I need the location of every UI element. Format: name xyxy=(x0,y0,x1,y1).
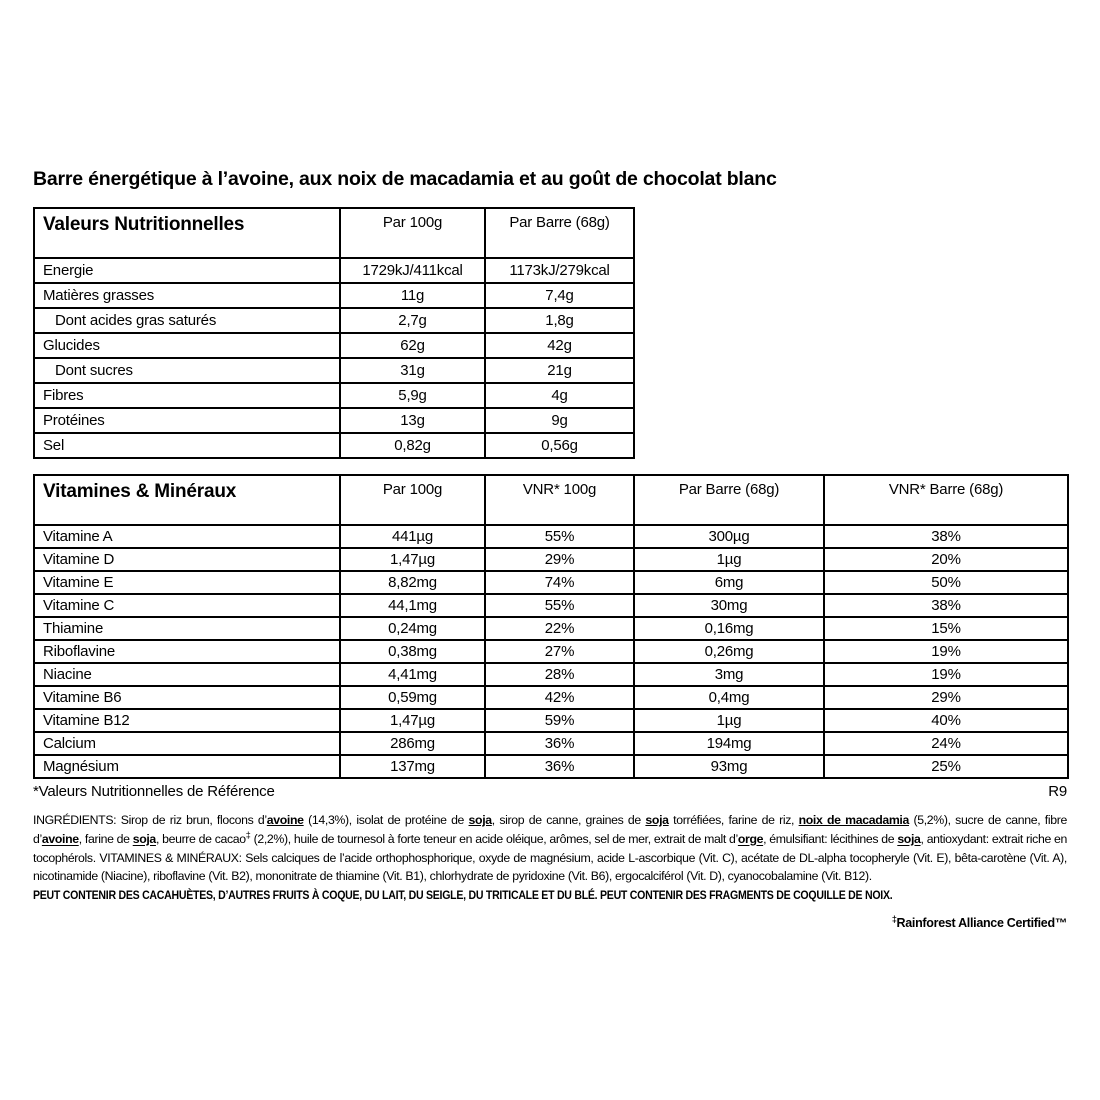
vitamins-table-body xyxy=(34,525,1068,778)
value-cell: 441µg xyxy=(340,525,485,548)
value-cell: 0,26mg xyxy=(634,640,824,663)
vitamins-table xyxy=(33,474,1069,779)
value-cell: 1729kJ/411kcal xyxy=(340,258,485,283)
certification-note xyxy=(33,914,1067,930)
value-cell: 286mg xyxy=(340,732,485,755)
value-cell: 13g xyxy=(340,408,485,433)
footnote-row xyxy=(33,783,1067,800)
value-cell: 15% xyxy=(824,617,1068,640)
value-cell: 1,47µg xyxy=(340,548,485,571)
value-cell: 300µg xyxy=(634,525,824,548)
value-cell: 28% xyxy=(485,663,634,686)
value-cell: 3mg xyxy=(634,663,824,686)
ingredient-text: , antioxydant: extrait riche en tocophérols. VITAMINES & MINÉRAUX: Sels calciques de l’acide orthophosphorique, oxyde de magnésium, acide L-ascorbique (Vit. C), acétate de DL-alpha tocopheryle (Vit. E), bêta-carotène (Vit. A), nicotinamide (Niacine), riboflavine (Vit. B2), mononitrate de thiamine (Vit. B1), chlorhydrate de pyridoxine (Vit. B6), ergocalciférol (Vit. D), cyanocobalamine (Vit. B12). xyxy=(33,832,1068,884)
row-label: Vitamine C xyxy=(34,594,340,617)
nutrition-table-body xyxy=(34,258,634,458)
table-row xyxy=(34,663,1068,686)
table-row xyxy=(34,333,634,358)
table-row xyxy=(34,383,634,408)
table-row xyxy=(34,594,1068,617)
ingredient-text: torréfiées, farine de riz, xyxy=(668,813,799,827)
value-cell: 74% xyxy=(485,571,634,594)
value-cell: 21g xyxy=(485,358,634,383)
ingredient-text: , beurre de cacao xyxy=(155,832,246,847)
value-cell: 0,56g xyxy=(485,433,634,458)
nutrition-table xyxy=(33,207,635,459)
row-label: Magnésium xyxy=(34,755,340,778)
value-cell: 9g xyxy=(485,408,634,433)
table-row xyxy=(34,709,1068,732)
allergen-term: avoine xyxy=(266,813,304,827)
row-label: Matières grasses xyxy=(34,283,340,308)
row-label: Thiamine xyxy=(34,617,340,640)
ingredients-paragraph xyxy=(33,811,1067,886)
value-cell: 59% xyxy=(485,709,634,732)
table-row xyxy=(34,732,1068,755)
table-row xyxy=(34,571,1068,594)
table-row xyxy=(34,408,634,433)
value-cell: 0,59mg xyxy=(340,686,485,709)
certification-marker: ‡ xyxy=(891,913,897,924)
row-label: Vitamine A xyxy=(34,525,340,548)
column-header-vnr-100g: VNR* 100g xyxy=(485,475,634,525)
column-header-per-100g: Par 100g xyxy=(340,208,485,258)
ingredient-text: INGRÉDIENTS: Sirop de riz brun, flocons d’ xyxy=(33,813,267,827)
value-cell: 40% xyxy=(824,709,1068,732)
value-cell: 20% xyxy=(824,548,1068,571)
row-label: Sel xyxy=(34,433,340,458)
row-label: Riboflavine xyxy=(34,640,340,663)
value-cell: 8,82mg xyxy=(340,571,485,594)
row-label: Energie xyxy=(34,258,340,283)
value-cell: 36% xyxy=(485,732,634,755)
allergen-warning: PEUT CONTENIR DES CACAHUÈTES, D’AUTRES FRUITS À COQUE, DU LAIT, DU SEIGLE, DU TRITICALE ET DU BLÉ. PEUT CONTENIR DES FRAGMENTS DE COQUILLE DE NOIX. xyxy=(33,887,893,902)
value-cell: 29% xyxy=(485,548,634,571)
value-cell: 29% xyxy=(824,686,1068,709)
allergen-term: soja xyxy=(132,832,156,847)
value-cell: 93mg xyxy=(634,755,824,778)
allergen-term: orge xyxy=(737,832,764,847)
column-header-vnr-bar: VNR* Barre (68g) xyxy=(824,475,1068,525)
ingredient-text: , sirop de canne, graines de xyxy=(491,813,646,827)
value-cell: 25% xyxy=(824,755,1068,778)
value-cell: 55% xyxy=(485,525,634,548)
value-cell: 0,16mg xyxy=(634,617,824,640)
value-cell: 1µg xyxy=(634,548,824,571)
row-label: Vitamine B6 xyxy=(34,686,340,709)
value-cell: 0,4mg xyxy=(634,686,824,709)
row-label: Calcium xyxy=(34,732,340,755)
value-cell: 27% xyxy=(485,640,634,663)
table-row xyxy=(34,755,1068,778)
value-cell: 38% xyxy=(824,525,1068,548)
value-cell: 24% xyxy=(824,732,1068,755)
value-cell: 5,9g xyxy=(340,383,485,408)
revision-code: R9 xyxy=(1048,783,1067,800)
ingredient-text: , émulsifiant: lécithines de xyxy=(763,832,898,847)
table-row xyxy=(34,433,634,458)
value-cell: 137mg xyxy=(340,755,485,778)
value-cell: 36% xyxy=(485,755,634,778)
row-label: Dont sucres xyxy=(34,358,340,383)
footnote-marker: ‡ xyxy=(245,830,251,841)
table-row xyxy=(34,525,1068,548)
value-cell: 4g xyxy=(485,383,634,408)
value-cell: 50% xyxy=(824,571,1068,594)
table-row xyxy=(34,308,634,333)
value-cell: 1173kJ/279kcal xyxy=(485,258,634,283)
value-cell: 4,41mg xyxy=(340,663,485,686)
value-cell: 194mg xyxy=(634,732,824,755)
value-cell: 2,7g xyxy=(340,308,485,333)
row-label: Niacine xyxy=(34,663,340,686)
ingredient-text: (5,2%), sucre de canne, fibre d’ xyxy=(33,813,1067,847)
row-label: Dont acides gras saturés xyxy=(34,308,340,333)
value-cell: 11g xyxy=(340,283,485,308)
value-cell: 31g xyxy=(340,358,485,383)
allergen-term: soja xyxy=(645,813,669,827)
certification-text: Rainforest Alliance Certified™ xyxy=(896,916,1067,930)
table-row xyxy=(34,686,1068,709)
value-cell: 42% xyxy=(485,686,634,709)
row-label: Protéines xyxy=(34,408,340,433)
value-cell: 55% xyxy=(485,594,634,617)
value-cell: 19% xyxy=(824,640,1068,663)
value-cell: 6mg xyxy=(634,571,824,594)
nutrition-table-header-row xyxy=(34,208,634,258)
row-label: Vitamine B12 xyxy=(34,709,340,732)
column-header-per-bar: Par Barre (68g) xyxy=(634,475,824,525)
table-row xyxy=(34,258,634,283)
ingredient-text: (14,3%), isolat de protéine de xyxy=(303,813,469,827)
value-cell: 44,1mg xyxy=(340,594,485,617)
value-cell: 0,38mg xyxy=(340,640,485,663)
value-cell: 1,47µg xyxy=(340,709,485,732)
value-cell: 7,4g xyxy=(485,283,634,308)
allergen-term: avoine xyxy=(41,832,79,847)
column-header-per-100g: Par 100g xyxy=(340,475,485,525)
value-cell: 0,82g xyxy=(340,433,485,458)
row-label: Vitamine E xyxy=(34,571,340,594)
row-label: Glucides xyxy=(34,333,340,358)
value-cell: 19% xyxy=(824,663,1068,686)
value-cell: 1µg xyxy=(634,709,824,732)
vnr-footnote: *Valeurs Nutritionnelles de Référence xyxy=(33,783,275,800)
value-cell: 38% xyxy=(824,594,1068,617)
value-cell: 42g xyxy=(485,333,634,358)
table-row xyxy=(34,283,634,308)
allergen-term: noix de macadamia xyxy=(798,813,909,827)
table-row xyxy=(34,640,1068,663)
value-cell: 62g xyxy=(340,333,485,358)
ingredient-text: (2,2%), huile de tournesol à forte teneur en acide oléique, arômes, sel de mer, extrait de malt d’ xyxy=(250,832,738,847)
table-row xyxy=(34,358,634,383)
column-header-per-bar: Par Barre (68g) xyxy=(485,208,634,258)
value-cell: 22% xyxy=(485,617,634,640)
value-cell: 1,8g xyxy=(485,308,634,333)
row-label: Fibres xyxy=(34,383,340,408)
row-label: Vitamine D xyxy=(34,548,340,571)
table-row xyxy=(34,617,1068,640)
vitamins-table-title: Vitamines & Minéraux xyxy=(34,475,340,525)
value-cell: 30mg xyxy=(634,594,824,617)
page-title: Barre énergétique à l’avoine, aux noix de macadamia et au goût de chocolat blanc xyxy=(33,168,777,190)
allergen-term: soja xyxy=(897,832,921,847)
nutrition-table-title: Valeurs Nutritionnelles xyxy=(34,208,340,258)
ingredient-text: , farine de xyxy=(78,832,133,847)
value-cell: 0,24mg xyxy=(340,617,485,640)
vitamins-table-header-row xyxy=(34,475,1068,525)
allergen-term: soja xyxy=(468,813,492,827)
table-row xyxy=(34,548,1068,571)
